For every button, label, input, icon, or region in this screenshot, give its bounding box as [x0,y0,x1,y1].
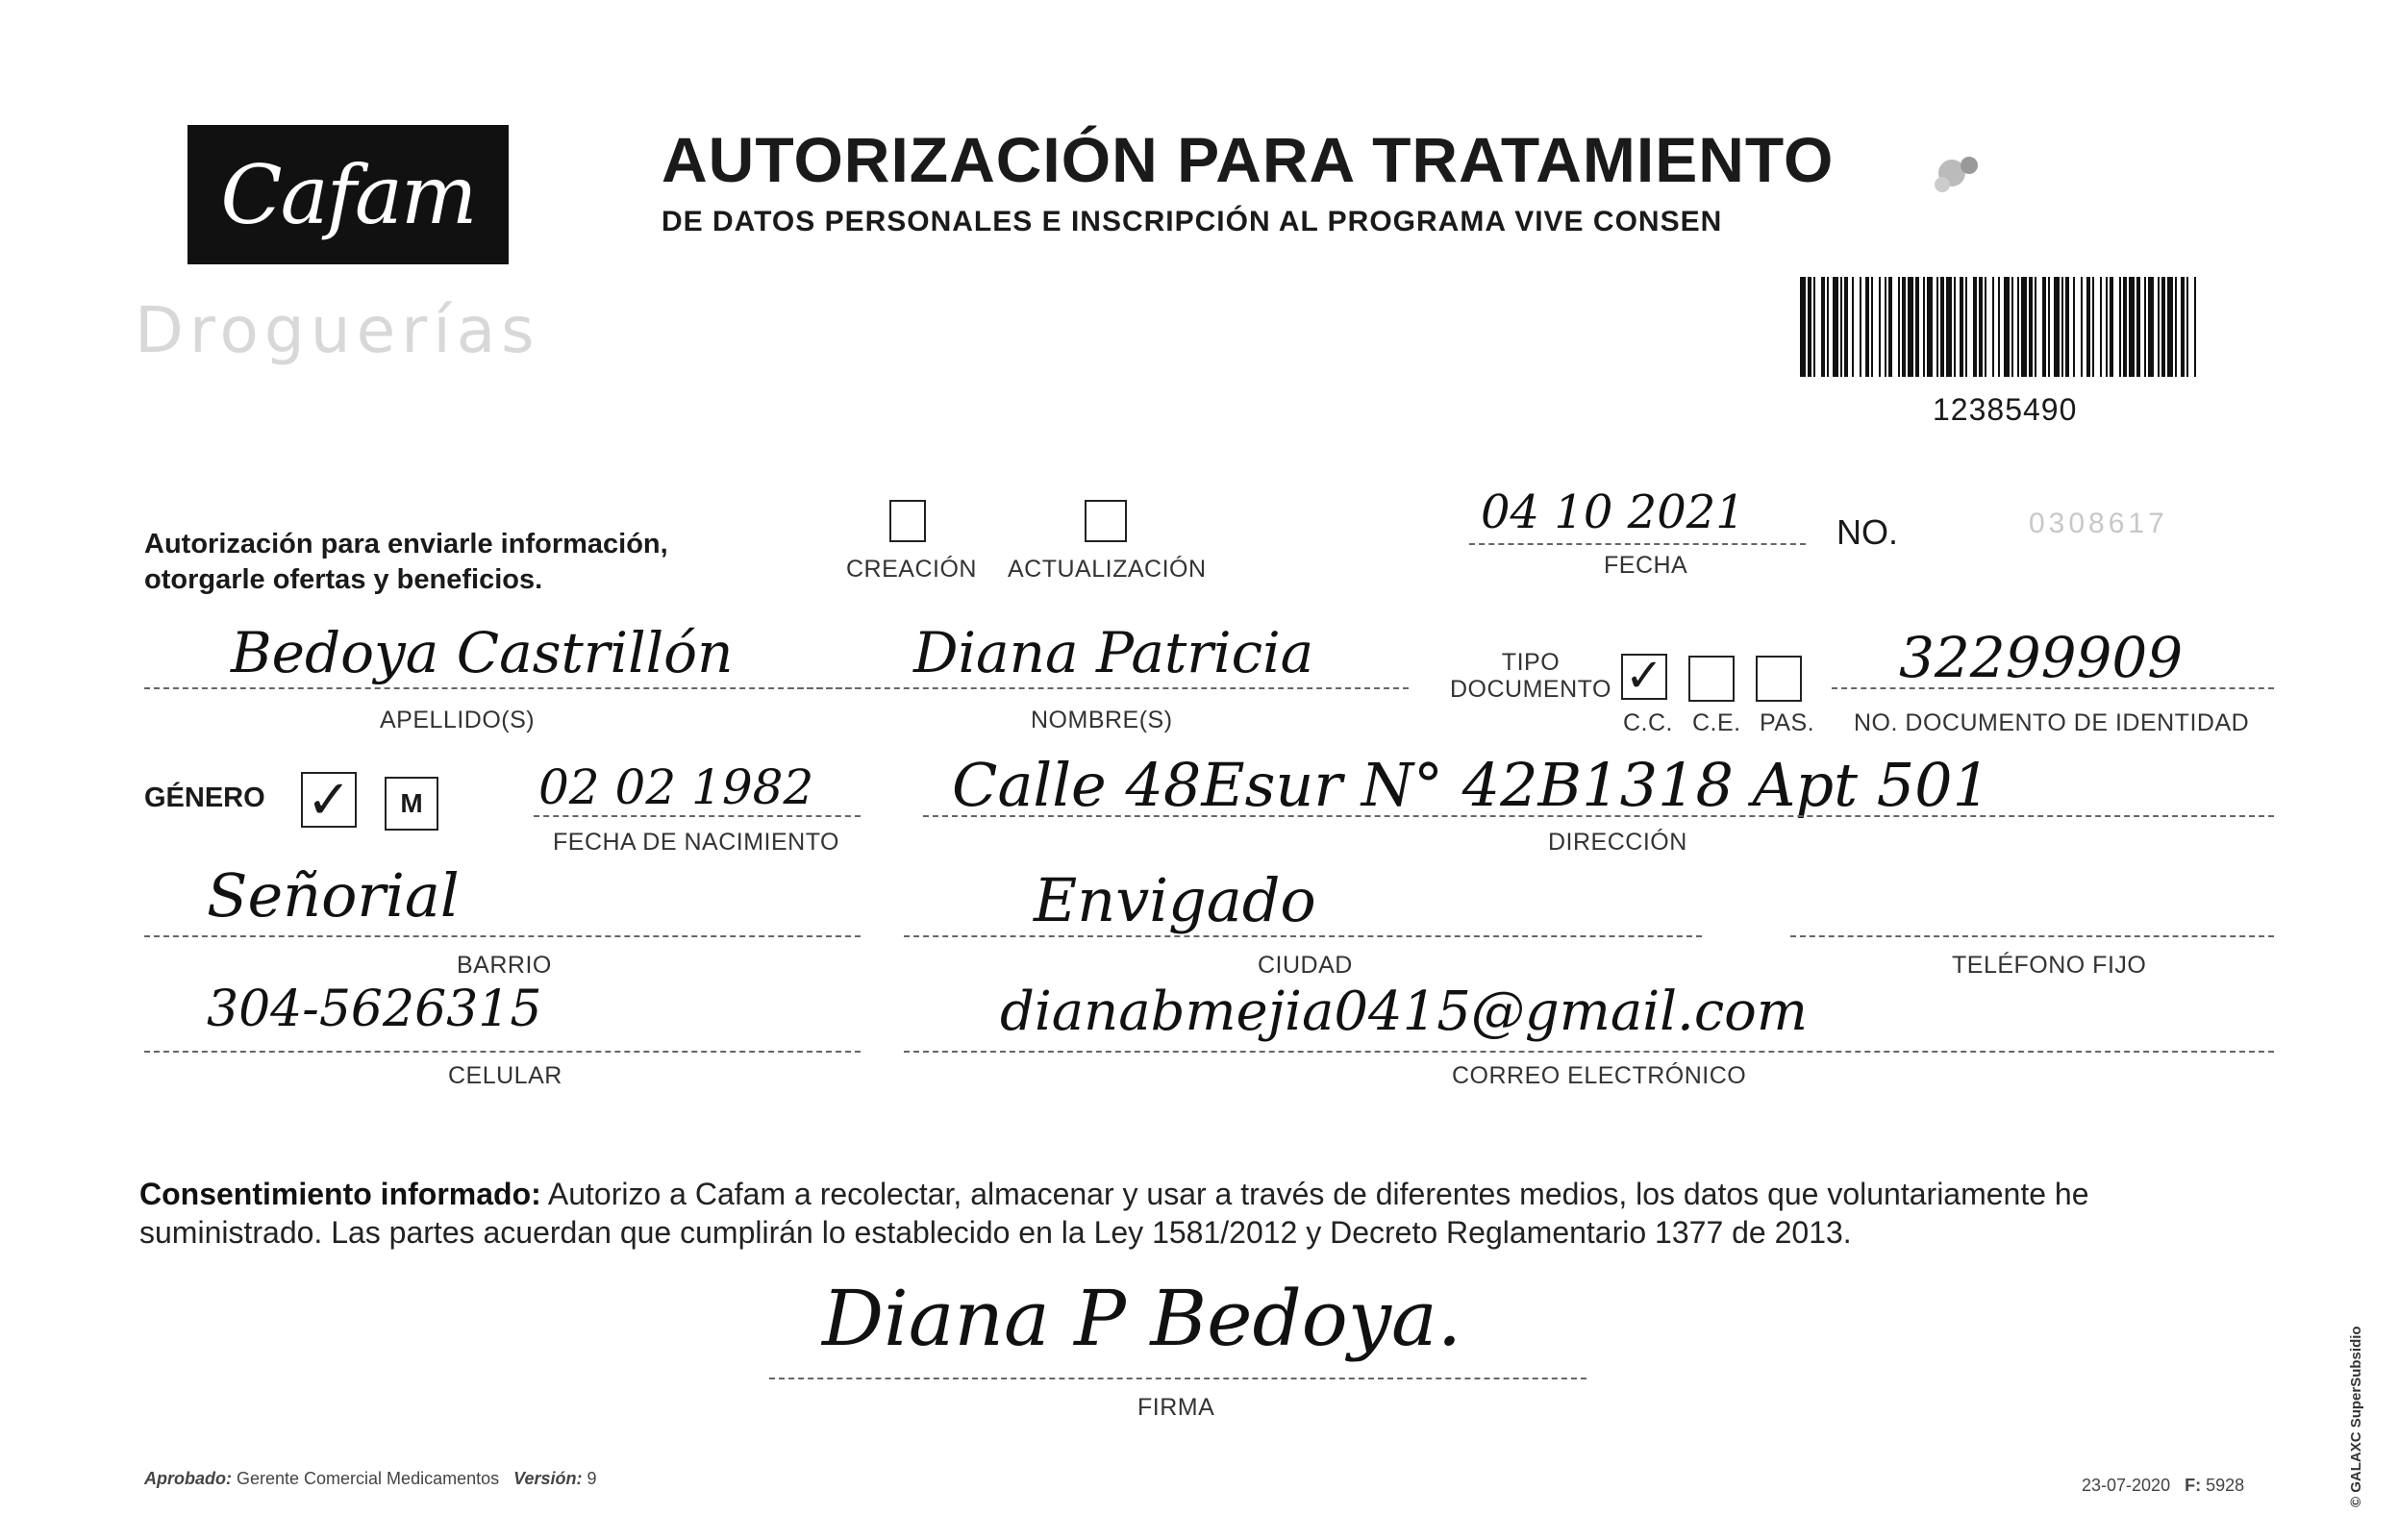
barcode-bar [1927,277,1933,377]
barcode-bar [1879,277,1881,377]
footer-code-value: 5928 [2206,1476,2245,1495]
tipo-label-line2: DOCUMENTO [1450,676,1611,703]
actualizacion-checkbox[interactable] [1085,500,1127,542]
creacion-checkbox[interactable] [889,500,926,542]
vertical-watermark-text: © GALAXC SuperSubsidio [2348,1326,2364,1507]
aprobado-label: Aprobado: [144,1469,232,1488]
barcode-bar [1800,277,1806,377]
nacimiento-line [534,815,861,817]
barcode-bar [2061,277,2063,377]
nombres-line [788,687,1409,689]
barcode-bar [2065,277,2069,377]
vertical-watermark [2346,1288,2375,1509]
no-label: NO. [1836,512,1899,552]
documento-label: NO. DOCUMENTO DE IDENTIDAD [1854,709,2250,736]
barcode-bar [1960,277,1963,377]
barcode-bar [2035,277,2036,377]
cafam-logo: Cafam [187,125,509,264]
pas-checkbox[interactable] [1756,656,1802,702]
barcode-bar [2086,277,2090,377]
correo-value: dianabmejia0415@gmail.com [1000,981,1808,1043]
creacion-label: CREACIÓN [846,556,977,583]
barcode-bar [1833,277,1838,377]
direccion-label: DIRECCIÓN [1548,829,1687,856]
barcode-bar [2119,277,2121,377]
barcode-bar [2081,277,2083,377]
fecha-value: 04 10 2021 [1481,485,1745,539]
barcode-bar [2123,277,2127,377]
intro-line-1: Autorización para enviarle información, [144,529,668,559]
barcode-bar [2161,277,2165,377]
signature-label: FIRMA [1137,1394,1215,1421]
barcode-bar [2110,277,2113,377]
genero-m-label: M [400,788,423,818]
telefono-label: TELÉFONO FIJO [1952,952,2147,979]
cc-checkbox[interactable] [1621,651,1667,702]
barcode-bar [2194,277,2196,377]
tipo-label-line1: TIPO [1501,649,1561,676]
document-subtitle: DE DATOS PERSONALES E INSCRIPCIÓN AL PROGRAMA VIVE CONSEN [662,206,1723,237]
celular-line [144,1051,861,1053]
genero-label: GÉNERO [144,782,265,813]
barcode-bar [2167,277,2173,377]
footer-left [144,1469,597,1489]
pas-label: PAS. [1760,709,1815,736]
apellidos-line [144,687,861,689]
barcode-bar [2048,277,2050,377]
barcode-bar [1954,277,1956,377]
barcode-bar [1936,277,1938,377]
barcode-bar [2054,277,2060,377]
celular-label: CELULAR [448,1062,562,1089]
barcode-bar [2021,277,2027,377]
nombres-label: NOMBRE(S) [1031,707,1173,733]
barcode [1800,277,2196,377]
barcode-bar [1885,277,1886,377]
barcode-bar [2073,277,2075,377]
barcode-bar [2011,277,2013,377]
barcode-bar [1979,277,1983,377]
barcode-bar [1840,277,1842,377]
barcode-bar [2148,277,2154,377]
barcode-bar [1923,277,1925,377]
fecha-label: FECHA [1604,552,1688,579]
barcode-bar [1998,277,2000,377]
barcode-bar [2181,277,2185,377]
barcode-bar [1992,277,1994,377]
correo-label: CORREO ELECTRÓNICO [1452,1062,1747,1089]
barcode-bar [2186,277,2188,377]
aprobado-value: Gerente Comercial Medicamentos [237,1469,500,1488]
barcode-bar [1888,277,1892,377]
barcode-bar [2129,277,2135,377]
barcode-bar [1844,277,1848,377]
barcode-bar [1871,277,1873,377]
consent-heading: Consentimiento informado: [139,1177,541,1211]
barcode-bar [2136,277,2140,377]
signature-line [769,1378,1586,1379]
nombres-value: Diana Patricia [913,620,1314,685]
celular-value: 304-5626315 [207,981,542,1038]
footer-code-label: F: [2185,1476,2202,1495]
barcode-bar [1915,277,1919,377]
barcode-bar [1860,277,1861,377]
barrio-value: Señorial [207,860,460,931]
barcode-bar [1827,277,1829,377]
nacimiento-label: FECHA DE NACIMIENTO [553,829,839,856]
genero-f-check-mark: ✓ [306,769,352,830]
correo-line [904,1051,2274,1053]
ciudad-label: CIUDAD [1258,952,1353,979]
ciudad-value: Envigado [1034,865,1316,935]
barcode-bar [1940,277,1944,377]
barcode-bar [1865,277,1869,377]
document-title: AUTORIZACIÓN PARA TRATAMIENTO [662,124,1835,195]
barcode-bar [2100,277,2102,377]
barcode-bar [1946,277,1952,377]
barcode-bar [2029,277,2033,377]
fecha-line [1469,543,1806,545]
barcode-bar [2092,277,2094,377]
telefono-line [1790,935,2274,937]
signature-value: Diana P Bedoya. [822,1274,1462,1363]
barcode-bar [1852,277,1854,377]
barcode-bar [2004,277,2010,377]
barcode-bar [1898,277,1900,377]
tipo-documento-label [1450,649,1611,703]
barcode-bar [1821,277,1825,377]
barrio-label: BARRIO [457,952,552,979]
documento-value: 32299909 [1899,625,2184,690]
version-value: 9 [587,1469,597,1488]
genero-f-checkbox[interactable] [301,769,357,830]
barcode-bar [1985,277,1986,377]
barcode-bar [1973,277,1977,377]
barcode-bar [1965,277,1967,377]
droguerias-sublogo: Droguerías [135,293,540,367]
cc-check-mark: ✓ [1624,651,1664,702]
barrio-line [144,935,861,937]
consent-paragraph [139,1175,2255,1252]
apellidos-value: Bedoya Castrillón [231,620,734,685]
cc-label: C.C. [1623,709,1673,736]
barcode-number: 12385490 [1933,392,2078,427]
documento-line [1832,687,2274,689]
footer-date: 23-07-2020 [2082,1476,2171,1495]
consent-text: Autorizo a Cafam a recolectar, almacenar y usar a través de diferentes medios, los datos que voluntariamente he suministrado. Las partes acuerdan que cumplirán lo establecido en la Ley 1581/2012 y Decreto Reglamentario 1377 de 2013. [139,1177,2089,1250]
version-label: Versión: [513,1469,583,1488]
barcode-bar [2144,277,2146,377]
barcode-bar [1902,277,1906,377]
intro-text [144,527,668,598]
barcode-bar [2106,277,2108,377]
actualizacion-label: ACTUALIZACIÓN [1008,556,1207,583]
barcode-bar [1808,277,1811,377]
no-value: 0308617 [2029,508,2168,539]
direccion-value: Calle 48Esur N° 42B1318 Apt 501 [952,750,1991,820]
intro-line-2: otorgarle ofertas y beneficios. [144,564,543,595]
ce-checkbox[interactable] [1688,656,1735,702]
barcode-bar [2175,277,2177,377]
apellidos-label: APELLIDO(S) [380,707,536,733]
nacimiento-value: 02 02 1982 [538,759,814,815]
stamp-smudge [1913,144,2000,202]
direccion-line [923,815,2274,817]
ciudad-line [904,935,1702,937]
barcode-bar [2042,277,2046,377]
footer-right [2082,1476,2244,1496]
ce-label: C.E. [1692,709,1741,736]
genero-m-checkbox[interactable] [385,777,438,831]
barcode-bar [1908,277,1913,377]
barcode-bar [2017,277,2019,377]
barcode-bar [2158,277,2160,377]
barcode-bar [1813,277,1815,377]
